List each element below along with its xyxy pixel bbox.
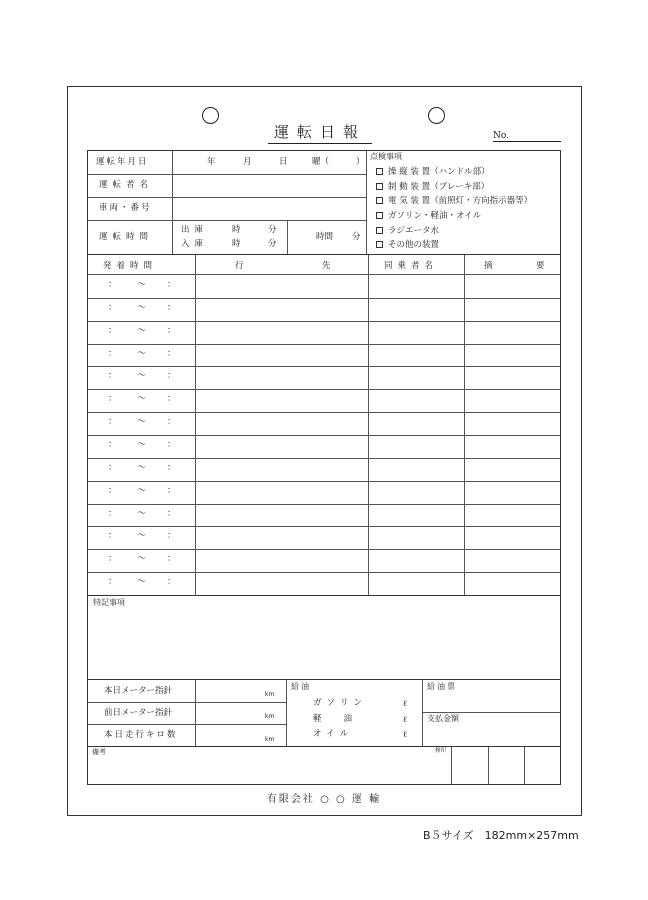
checkbox[interactable] — [376, 197, 383, 204]
time-colon: ： — [167, 302, 177, 313]
table-row[interactable] — [88, 321, 560, 343]
year-label: 年 — [207, 157, 216, 167]
inspection-item[interactable] — [376, 183, 489, 192]
inspection-title: 点検事項 — [370, 152, 402, 161]
table-row[interactable] — [88, 435, 560, 457]
ticket-rule — [422, 712, 560, 713]
return-label: 入庫 — [181, 239, 209, 249]
inspection-item-label: その他の装置 — [388, 240, 440, 250]
notes-field[interactable] — [88, 610, 560, 678]
time-colon: ： — [167, 531, 177, 542]
km-unit: km — [265, 713, 275, 720]
depart-label: 出庫 — [181, 225, 209, 235]
meter-rule — [88, 702, 286, 703]
total-hours-label: 時間 — [316, 232, 334, 242]
table-row[interactable] — [88, 572, 560, 594]
checkbox[interactable] — [376, 227, 383, 234]
size-note: B５サイズ 182mm×257mm — [423, 829, 579, 842]
header-rule — [88, 220, 366, 221]
inspection-item-label: 制 動 装 置（ブレーキ部） — [388, 182, 490, 192]
table-row[interactable] — [88, 526, 560, 548]
time-separator: 〜 — [137, 325, 147, 336]
time-colon: ： — [108, 325, 118, 336]
table-bottom-rule — [88, 595, 560, 596]
table-row[interactable] — [88, 344, 560, 366]
inspection-stamp-label: 検印 — [435, 748, 447, 754]
fuel-label: 給油 — [291, 682, 311, 691]
time-colon: ： — [108, 554, 118, 565]
col-header-summary-2: 要 — [536, 261, 545, 271]
time-colon: ： — [108, 531, 118, 542]
number-field[interactable] — [493, 131, 561, 142]
table-row[interactable] — [88, 549, 560, 571]
notes-label: 特記事項 — [93, 598, 125, 607]
fuel-oil-label: オイル — [313, 729, 354, 739]
inspection-divider — [366, 151, 367, 254]
inspection-item-label: 操 縦 装 置（ハンドル部） — [388, 167, 490, 177]
km-unit: km — [265, 736, 275, 743]
time-colon: ： — [167, 371, 177, 382]
notes-bottom-rule — [88, 679, 560, 680]
time-colon: ： — [108, 462, 118, 473]
time-colon: ： — [108, 577, 118, 588]
time-colon: ： — [167, 554, 177, 565]
time-colon: ： — [167, 394, 177, 405]
liter-unit: ℓ — [403, 699, 408, 709]
vehicle-label: 車両・番号 — [99, 203, 152, 213]
vehicle-number-field[interactable] — [173, 198, 365, 219]
stamp-box[interactable] — [452, 748, 487, 783]
time-separator: 〜 — [137, 394, 147, 405]
km-unit: km — [265, 691, 275, 698]
time-colon: ： — [108, 485, 118, 496]
checkbox[interactable] — [376, 168, 383, 175]
time-colon: ： — [108, 394, 118, 405]
table-row[interactable] — [88, 366, 560, 388]
time-colon: ： — [108, 508, 118, 519]
time-colon: ： — [108, 417, 118, 428]
time-separator: 〜 — [137, 371, 147, 382]
inspection-item-label: ラジエータ水 — [388, 226, 440, 236]
inspection-item[interactable] — [376, 212, 481, 221]
header-bottom-rule — [88, 254, 560, 255]
table-row[interactable] — [88, 298, 560, 320]
meter-label-previous: 前日メーター指針 — [104, 708, 173, 718]
time-separator: 〜 — [137, 348, 147, 359]
punch-hole-right — [428, 107, 445, 124]
col-header-time: 発着時間 — [103, 261, 158, 271]
col-header-passenger: 同乗者名 — [384, 261, 439, 271]
fuel-diesel-label: 軽油 — [313, 714, 375, 724]
liter-unit: ℓ — [403, 715, 408, 725]
day-label: 日 — [279, 157, 288, 167]
time-colon: ： — [108, 439, 118, 450]
table-row[interactable] — [88, 275, 560, 297]
meter-divider — [195, 680, 196, 746]
inspection-item[interactable] — [376, 197, 532, 206]
time-separator: 〜 — [137, 508, 147, 519]
weekday-label: 曜（ — [312, 157, 330, 167]
time-divider — [287, 220, 288, 254]
time-separator: 〜 — [137, 554, 147, 565]
driver-name-field[interactable] — [173, 175, 365, 196]
time-separator: 〜 — [137, 417, 147, 428]
inspection-item-label: 電 気 装 置（前照灯・方向指示器等） — [388, 196, 533, 206]
time-colon: ： — [167, 280, 177, 290]
checkbox[interactable] — [376, 212, 383, 219]
checkbox[interactable] — [376, 183, 383, 190]
time-separator: 〜 — [137, 577, 147, 588]
stamp-box[interactable] — [525, 748, 560, 783]
time-colon: ： — [108, 371, 118, 382]
driver-label: 運転者名 — [99, 180, 154, 190]
time-colon: ： — [167, 508, 177, 519]
checkbox[interactable] — [376, 241, 383, 248]
time-separator: 〜 — [137, 485, 147, 496]
inspection-item[interactable] — [376, 241, 439, 250]
table-row[interactable] — [88, 481, 560, 503]
meter-rule — [88, 724, 286, 725]
time-colon: ： — [167, 462, 177, 473]
meter-label-distance: 本日走行キロ数 — [104, 730, 178, 740]
driving-time-label: 運転時間 — [99, 232, 154, 242]
fuel-gasoline-label: ガソリン — [313, 698, 368, 708]
time-colon: ： — [167, 417, 177, 428]
col-header-summary: 摘 — [484, 261, 493, 271]
table-row[interactable] — [88, 412, 560, 434]
depart-hour: 時 — [232, 225, 241, 235]
remarks-label: 備考 — [92, 748, 106, 756]
ticket-divider — [422, 680, 423, 746]
time-separator: 〜 — [137, 531, 147, 542]
depart-minute: 分 — [268, 225, 277, 235]
remarks-field[interactable] — [88, 758, 448, 784]
return-minute: 分 — [268, 239, 277, 249]
punch-hole-left — [202, 107, 219, 124]
table-row[interactable] — [88, 389, 560, 411]
fuel-divider — [286, 680, 287, 746]
meter-bottom-rule — [88, 746, 560, 747]
time-separator: 〜 — [137, 280, 147, 290]
company-name: 有限会社 ○ ○ 運 輸 — [266, 794, 382, 805]
month-label: 月 — [243, 157, 252, 167]
weekday-close: ） — [356, 157, 365, 167]
time-colon: ： — [167, 485, 177, 496]
time-colon: ： — [108, 280, 118, 290]
table-row[interactable] — [88, 504, 560, 526]
number-label: No. — [493, 131, 509, 141]
stamp-box[interactable] — [489, 748, 523, 783]
time-colon: ： — [167, 325, 177, 336]
meter-label-today: 本日メーター指針 — [104, 686, 173, 696]
form-title: 運転日報 — [268, 121, 372, 144]
liter-unit: ℓ — [403, 730, 408, 740]
time-separator: 〜 — [137, 439, 147, 450]
col-header-destination-2: 先 — [322, 261, 331, 271]
total-minutes-label: 分 — [352, 232, 361, 242]
date-label: 運転年月日 — [96, 157, 149, 167]
time-colon: ： — [108, 348, 118, 359]
inspection-item[interactable] — [376, 227, 439, 236]
time-colon: ： — [108, 302, 118, 313]
time-separator: 〜 — [137, 302, 147, 313]
time-colon: ： — [167, 439, 177, 450]
time-colon: ： — [167, 348, 177, 359]
inspection-item-label: ガソリン・軽油・オイル — [388, 211, 482, 221]
table-row[interactable] — [88, 458, 560, 480]
return-hour: 時 — [232, 239, 241, 249]
col-header-destination: 行 — [235, 261, 244, 271]
fuel-ticket-label: 給油票 — [427, 682, 457, 691]
time-colon: ： — [167, 577, 177, 588]
payment-label: 支払金額 — [427, 714, 459, 723]
time-separator: 〜 — [137, 462, 147, 473]
inspection-item[interactable] — [376, 168, 490, 177]
